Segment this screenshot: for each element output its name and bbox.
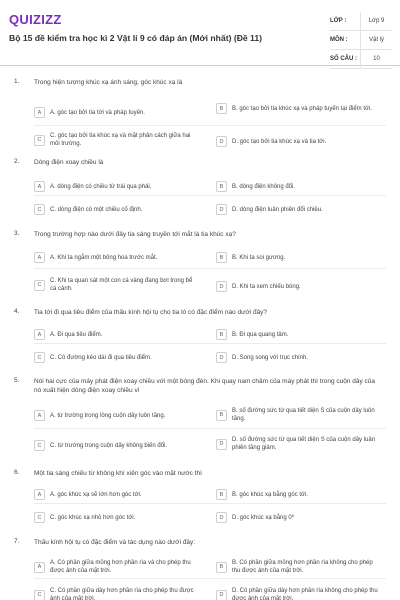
option-letter: D [216,439,227,450]
option-letter: D [216,352,227,363]
option-text: A. dòng điện có chiều từ trái qua phải. [50,183,152,190]
option-a[interactable] [34,489,200,500]
question-number: 5. [14,377,20,384]
option-letter: A [34,329,45,340]
option-b[interactable] [216,407,382,423]
option-letter: A [34,489,45,500]
option-text: D. góc tạo bởi tia khúc xạ và tia tới. [232,138,327,145]
question-number: 1. [14,78,20,85]
option-b[interactable] [216,103,382,114]
option-text: C. góc khúc xạ nhỏ hơn góc tới. [50,514,136,521]
worksheet-header [0,0,400,66]
meta-value: 10 [360,50,392,68]
option-letter: D [216,512,227,523]
option-b[interactable] [216,489,382,500]
option-letter: A [34,181,45,192]
option-d[interactable] [216,587,382,600]
option-letter: C [34,512,45,523]
option-letter: C [34,135,45,146]
option-letter: C [34,440,45,451]
option-text: B. Đi qua quang tâm. [232,331,289,338]
option-a[interactable] [34,181,200,192]
meta-row-count [330,50,392,69]
question-number: 6. [14,469,20,476]
question-text: Thấu kính hội tụ có đặc điểm và tác dụng nào dưới đây: [34,539,196,546]
option-text: C. Có đường kéo dài đi qua tiêu điểm. [50,354,152,361]
meta-table [330,12,392,69]
option-d[interactable] [216,281,382,292]
option-letter: B [216,181,227,192]
option-c[interactable] [34,587,200,600]
option-text: D. số đường sức từ qua tiết diện S của cuộn dây luân phiên tăng giảm. [232,437,376,451]
option-letter: B [216,252,227,263]
option-letter: C [34,352,45,363]
option-letter: C [34,590,45,600]
question-number: 7. [14,538,20,545]
option-b[interactable] [216,329,382,340]
option-letter: D [216,281,227,292]
option-divider [34,578,386,579]
meta-value: Lớp 9 [360,12,392,30]
option-text: B. góc tạo bởi tia khúc xạ và pháp tuyến tại điểm tới. [232,105,372,112]
option-text: B. Khi ta soi gương. [232,254,286,261]
meta-value: Vật lý [360,31,392,49]
option-letter: D [216,590,227,600]
option-letter: D [216,136,227,147]
option-text: C. dòng điện có một chiều cố định. [50,206,143,213]
option-a[interactable] [34,410,200,421]
option-text: D. Song song với trục chính. [232,354,308,361]
option-letter: A [34,107,45,118]
option-letter: B [216,103,227,114]
option-text: D. góc khúc xạ bằng 0⁰ [232,514,295,521]
question-text: Nói hai cực của máy phát điện xoay chiều với một bóng đèn. Khi quay nam châm của máy phát thì trong cuộn dây của nó xuất hiện dòng điện xoay chiều vì [34,378,376,394]
option-text: B. dòng điện không đổi. [232,183,296,190]
question-text: Tia tới đi qua tiêu điểm của thấu kính hội tụ cho tia ló có đặc điểm nào dưới đây? [34,309,268,316]
option-text: A. góc khúc xạ sẽ lớn hơn góc tới. [50,491,142,498]
meta-row-class [330,12,392,31]
option-text: B. số đường sức từ qua tiết diện S của cuộn dây luôn tăng. [232,408,375,422]
option-text: B. góc khúc xạ bằng góc tới. [232,491,308,498]
option-letter: B [216,562,227,573]
option-text: A. góc tạo bởi tia tới và pháp tuyến. [50,109,145,116]
option-text: A. Có phần giữa mỏng hơn phần rìa và cho phép thu được ảnh của mặt trời. [50,560,191,574]
question-number: 2. [14,158,20,165]
option-letter: C [34,280,45,291]
option-letter: B [216,489,227,500]
meta-key: MÔN : [330,37,348,43]
option-text: A. từ trường trong lòng cuộn dây luôn tăng. [50,412,166,419]
option-d[interactable] [216,136,382,147]
option-divider [34,268,386,269]
question-text: Dòng điện xoay chiều là [34,159,104,166]
option-text: C. từ trường trong cuộn dây không biến đổi. [50,442,168,449]
quizizz-logo: QUIZIZZ [9,12,62,27]
option-b[interactable] [216,181,382,192]
page-title: Bộ 15 đề kiểm tra học kì 2 Vật lí 9 có đáp án (Mới nhất) (Đề 11) [9,33,263,43]
option-letter: A [34,410,45,421]
option-a[interactable] [34,559,200,575]
option-text: C. góc tạo bởi tia khúc xạ và mặt phân cách giữa hai môi trường. [50,133,191,147]
meta-row-subject [330,31,392,50]
option-text: B. Có phần giữa mỏng hơn phần rìa không cho phép thu được ảnh của mặt trời. [232,560,373,574]
option-text: C. Có phần giữa dày hơn phần rìa cho phép thu được ảnh của mặt trời. [50,588,194,600]
option-letter: B [216,410,227,421]
option-divider [34,125,386,126]
option-d[interactable] [216,436,382,452]
option-letter: C [34,204,45,215]
question-number: 3. [14,230,20,237]
question-number: 4. [14,308,20,315]
option-text: D. dòng điện luân phiên đổi chiều. [232,206,323,213]
option-c[interactable] [34,512,200,523]
option-divider [34,428,386,429]
question-text: Một tia sáng chiếu từ không khí xiên góc vào mặt nước thì [34,470,202,477]
option-text: C. Khi ta quan sát một con cá vàng đang bơi trong bể cá cảnh. [50,278,193,292]
option-letter: A [34,562,45,573]
meta-key: LỚP : [330,18,347,24]
option-divider [34,343,386,344]
option-divider [34,195,386,196]
option-a[interactable] [34,107,200,118]
option-letter: B [216,329,227,340]
option-divider [34,503,386,504]
option-c[interactable] [34,352,200,363]
meta-key: SỐ CÂU : [330,56,357,62]
option-text: D. Khi ta xem chiếu bóng. [232,283,301,290]
option-text: A. Khi ta ngắm một bông hoa trước mắt. [50,254,158,261]
option-d[interactable] [216,512,382,523]
option-c[interactable] [34,277,200,293]
option-b[interactable] [216,559,382,575]
option-c[interactable] [34,132,200,148]
option-a[interactable] [34,252,200,263]
option-d[interactable] [216,204,382,215]
option-letter: A [34,252,45,263]
option-d[interactable] [216,352,382,363]
option-text: A. Đi qua tiêu điểm. [50,331,103,338]
option-text: D. Có phần giữa dày hơn phần rìa không cho phép thu được ảnh của mặt trời. [232,588,378,600]
option-c[interactable] [34,440,200,451]
option-b[interactable] [216,252,382,263]
question-text: Trong hiện tượng khúc xạ ánh sáng, góc khúc xạ là [34,79,183,86]
question-text: Trong trường hợp nào dưới đây tia sáng truyền tới mắt là tia khúc xạ? [34,231,236,238]
option-a[interactable] [34,329,200,340]
option-c[interactable] [34,204,200,215]
option-letter: D [216,204,227,215]
